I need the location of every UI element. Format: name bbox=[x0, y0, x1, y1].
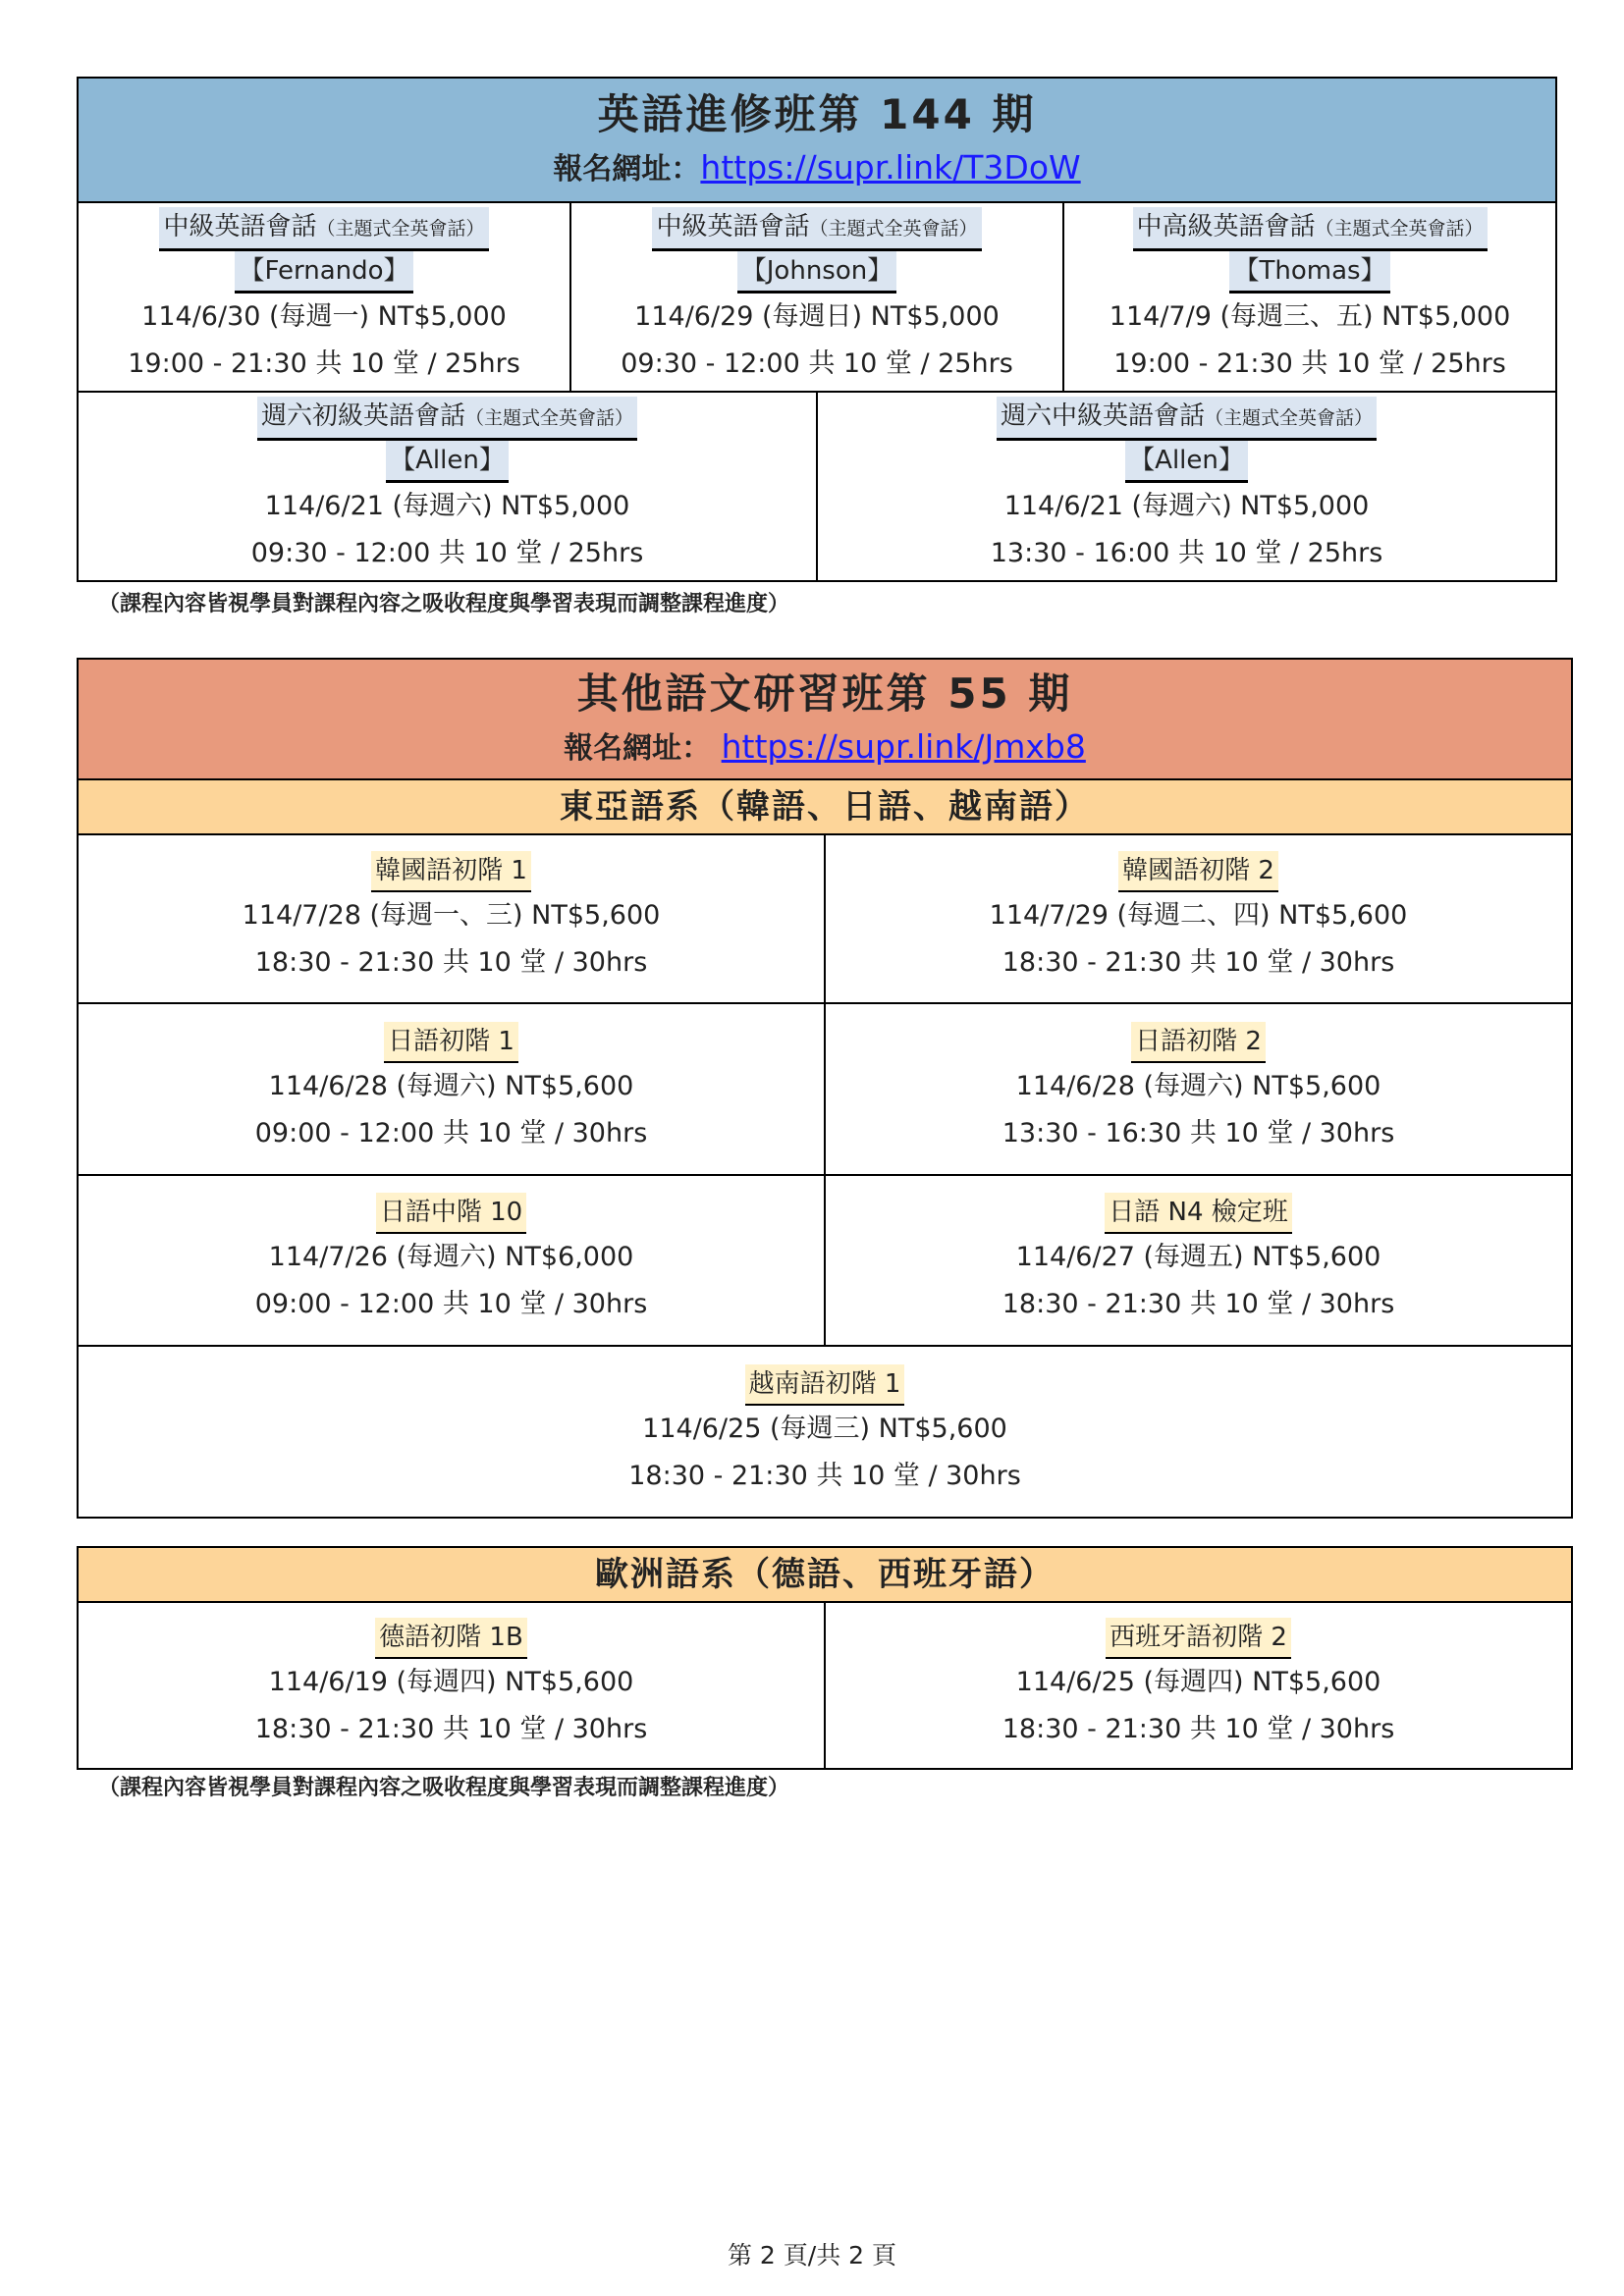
course-title: 日語初階 1 bbox=[384, 1022, 518, 1063]
course-date-price: 114/6/27 (每週五) NT$5,600 bbox=[1015, 1242, 1381, 1272]
course-title: 週六初級英語會話（主題式全英會話） bbox=[257, 397, 637, 441]
course-cell bbox=[78, 834, 825, 1003]
english-title: 英語進修班第 144 期 bbox=[597, 89, 1037, 138]
course-time: 13:30 - 16:00 共 10 堂 / 25hrs bbox=[990, 537, 1383, 568]
course-cell bbox=[1063, 202, 1556, 392]
course-cell bbox=[78, 1602, 825, 1769]
course-title: 韓國語初階 1 bbox=[371, 851, 531, 892]
course-date-price: 114/6/28 (每週六) NT$5,600 bbox=[1015, 1070, 1381, 1101]
course-date-price: 114/6/19 (每週四) NT$5,600 bbox=[268, 1667, 634, 1697]
course-time: 09:00 - 12:00 共 10 堂 / 30hrs bbox=[254, 1117, 648, 1148]
course-cell bbox=[817, 392, 1556, 581]
course-date-price: 114/6/30 (每週一) NT$5,000 bbox=[141, 300, 507, 332]
course-title: 中高級英語會話（主題式全英會話） bbox=[1133, 207, 1488, 251]
other-language-table bbox=[77, 658, 1573, 1519]
teacher: 【Fernando】 bbox=[235, 251, 412, 294]
course-title: 日語中階 10 bbox=[376, 1193, 526, 1234]
europe-header: 歐洲語系（德語、西班牙語） bbox=[78, 1547, 1572, 1602]
course-cell bbox=[825, 834, 1572, 1003]
course-time: 18:30 - 21:30 共 10 堂 / 30hrs bbox=[254, 1714, 648, 1744]
reg-label: 報名網址： bbox=[553, 151, 701, 187]
teacher: 【Allen】 bbox=[386, 441, 509, 483]
course-cell bbox=[78, 392, 817, 581]
course-time: 18:30 - 21:30 共 10 堂 / 30hrs bbox=[1001, 1289, 1395, 1319]
course-title: 日語初階 2 bbox=[1131, 1022, 1266, 1063]
course-date-price: 114/7/26 (每週六) NT$6,000 bbox=[268, 1242, 634, 1272]
course-time: 13:30 - 16:30 共 10 堂 / 30hrs bbox=[1001, 1117, 1395, 1148]
course-cell bbox=[78, 1346, 1572, 1518]
teacher: 【Thomas】 bbox=[1229, 251, 1389, 294]
east-asia-header: 東亞語系（韓語、日語、越南語） bbox=[78, 779, 1572, 834]
course-time: 09:30 - 12:00 共 10 堂 / 25hrs bbox=[621, 347, 1013, 379]
course-title: 德語初階 1B bbox=[375, 1618, 527, 1659]
course-time: 18:30 - 21:30 共 10 堂 / 30hrs bbox=[628, 1460, 1021, 1491]
course-date-price: 114/6/25 (每週四) NT$5,600 bbox=[1015, 1667, 1381, 1697]
course-cell bbox=[78, 1175, 825, 1346]
course-cell bbox=[825, 1175, 1572, 1346]
course-time: 09:00 - 12:00 共 10 堂 / 30hrs bbox=[254, 1289, 648, 1319]
course-time: 18:30 - 21:30 共 10 堂 / 30hrs bbox=[1001, 947, 1395, 978]
other-reg-link[interactable]: https://supr.link/Jmxb8 bbox=[721, 726, 1086, 766]
course-date-price: 114/6/21 (每週六) NT$5,000 bbox=[264, 490, 630, 521]
course-date-price: 114/6/21 (每週六) NT$5,000 bbox=[1003, 490, 1370, 521]
reg-label: 報名網址： bbox=[564, 730, 712, 766]
english-course-table bbox=[77, 77, 1557, 582]
course-title: 中級英語會話（主題式全英會話） bbox=[652, 207, 981, 251]
course-time: 18:30 - 21:30 共 10 堂 / 30hrs bbox=[254, 947, 648, 978]
course-time: 19:00 - 21:30 共 10 堂 / 25hrs bbox=[1113, 347, 1506, 379]
course-title: 週六中級英語會話（主題式全英會話） bbox=[997, 397, 1377, 441]
course-title: 韓國語初階 2 bbox=[1118, 851, 1278, 892]
course-title: 日語 N4 檢定班 bbox=[1105, 1193, 1292, 1234]
teacher: 【Johnson】 bbox=[737, 251, 896, 294]
teacher: 【Allen】 bbox=[1125, 441, 1248, 483]
europe-language-table bbox=[77, 1546, 1573, 1770]
course-date-price: 114/6/29 (每週日) NT$5,000 bbox=[634, 300, 1000, 332]
course-title: 越南語初階 1 bbox=[745, 1364, 905, 1406]
other-title: 其他語文研習班第 55 期 bbox=[576, 668, 1073, 718]
course-cell bbox=[825, 1602, 1572, 1769]
course-title: 西班牙語初階 2 bbox=[1106, 1618, 1291, 1659]
page-number: 第 2 頁/共 2 頁 bbox=[727, 2241, 897, 2269]
course-time: 19:00 - 21:30 共 10 堂 / 25hrs bbox=[128, 347, 520, 379]
other-note: （課程內容皆視學員對課程內容之吸收程度與學習表現而調整課程進度） bbox=[98, 1776, 790, 1800]
english-reg-link[interactable]: https://supr.link/T3DoW bbox=[700, 147, 1081, 187]
course-time: 18:30 - 21:30 共 10 堂 / 30hrs bbox=[1001, 1714, 1395, 1744]
course-date-price: 114/7/9 (每週三、五) NT$5,000 bbox=[1109, 300, 1511, 332]
course-cell bbox=[825, 1003, 1572, 1175]
course-date-price: 114/6/28 (每週六) NT$5,600 bbox=[268, 1070, 634, 1101]
english-header bbox=[78, 78, 1556, 202]
course-time: 09:30 - 12:00 共 10 堂 / 25hrs bbox=[250, 537, 644, 568]
course-date-price: 114/7/28 (每週一、三) NT$5,600 bbox=[242, 900, 661, 931]
course-cell bbox=[570, 202, 1063, 392]
course-cell bbox=[78, 202, 570, 392]
english-note: （課程內容皆視學員對課程內容之吸收程度與學習表現而調整課程進度） bbox=[98, 592, 790, 616]
course-cell bbox=[78, 1003, 825, 1175]
other-header bbox=[78, 659, 1572, 779]
course-date-price: 114/7/29 (每週二、四) NT$5,600 bbox=[989, 900, 1408, 931]
course-date-price: 114/6/25 (每週三) NT$5,600 bbox=[642, 1413, 1007, 1444]
course-title: 中級英語會話（主題式全英會話） bbox=[159, 207, 488, 251]
